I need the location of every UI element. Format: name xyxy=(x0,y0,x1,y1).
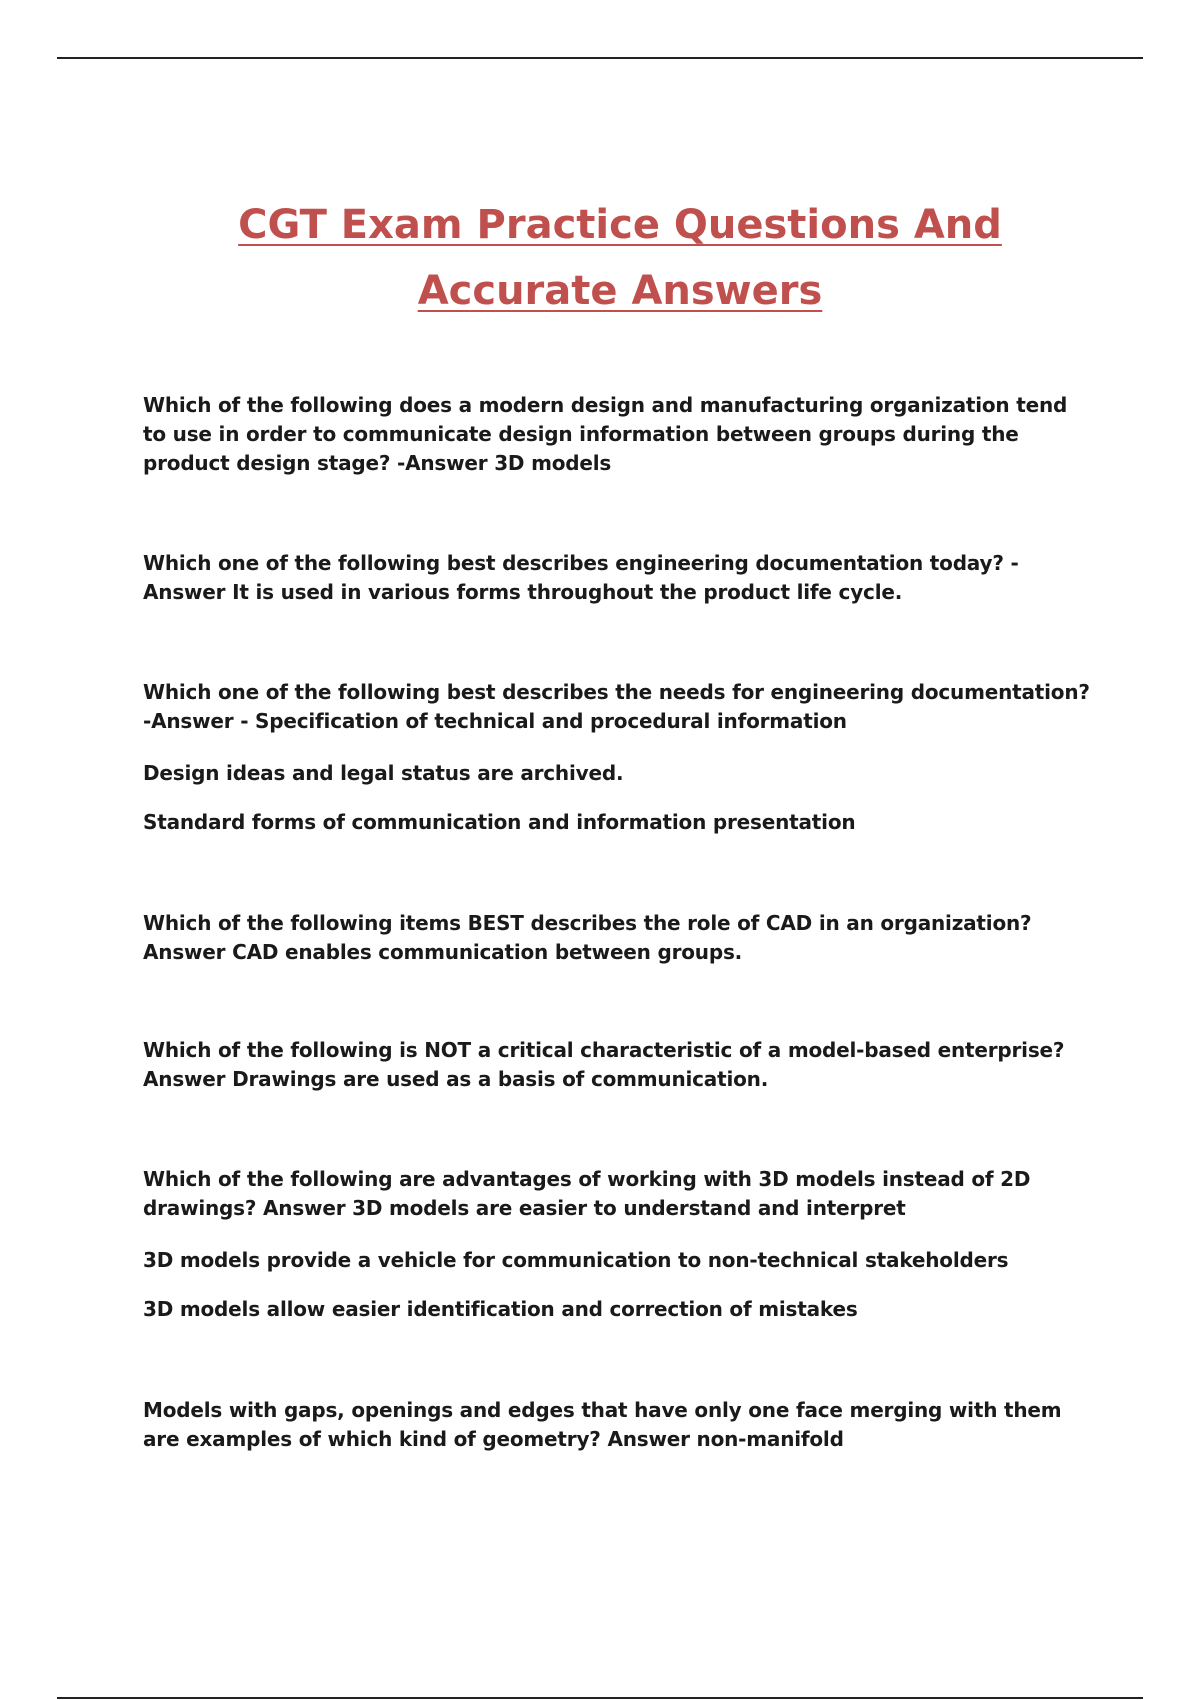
bottom-rule xyxy=(57,1697,1143,1699)
qa-item-6-line-3: 3D models allow easier identification and correction of mistakes xyxy=(143,1297,858,1321)
qa-item-3-line-3: Standard forms of communication and information presentation xyxy=(143,810,856,834)
qa-item-6: Which of the following are advantages of working with 3D models instead of 2D drawings? Answer 3D models are easier to understand and interpret xyxy=(143,1167,1031,1220)
qa-item-5: Which of the following is NOT a critical characteristic of a model-based enterprise? Answer Drawings are used as a basis of communication. xyxy=(143,1038,1065,1091)
qa-item-6-line-2: 3D models provide a vehicle for communication to non-technical stakeholders xyxy=(143,1248,1009,1272)
top-rule xyxy=(57,57,1143,59)
qa-item-7: Models with gaps, openings and edges that have only one face merging with them are examples of which kind of geometry? Answer non-manifold xyxy=(143,1398,1062,1451)
page-title xyxy=(0,192,1200,324)
title-line-1: CGT Exam Practice Questions And xyxy=(238,202,1002,248)
qa-item-2: Which one of the following best describes engineering documentation today? -Answer It is used in various forms throughout the product life cycle. xyxy=(143,551,1019,604)
qa-item-1: Which of the following does a modern design and manufacturing organization tend to use in order to communicate design information between groups during the product design stage? -Answer 3D models xyxy=(143,393,1068,475)
qa-item-3-line-2: Design ideas and legal status are archived. xyxy=(143,761,624,785)
qa-item-4: Which of the following items BEST describes the role of CAD in an organization? Answer CAD enables communication between groups. xyxy=(143,911,1032,964)
title-line-2: Accurate Answers xyxy=(417,268,823,314)
qa-item-3: Which one of the following best describes the needs for engineering documentation? -Answer - Specification of technical and procedural information xyxy=(143,680,1090,733)
